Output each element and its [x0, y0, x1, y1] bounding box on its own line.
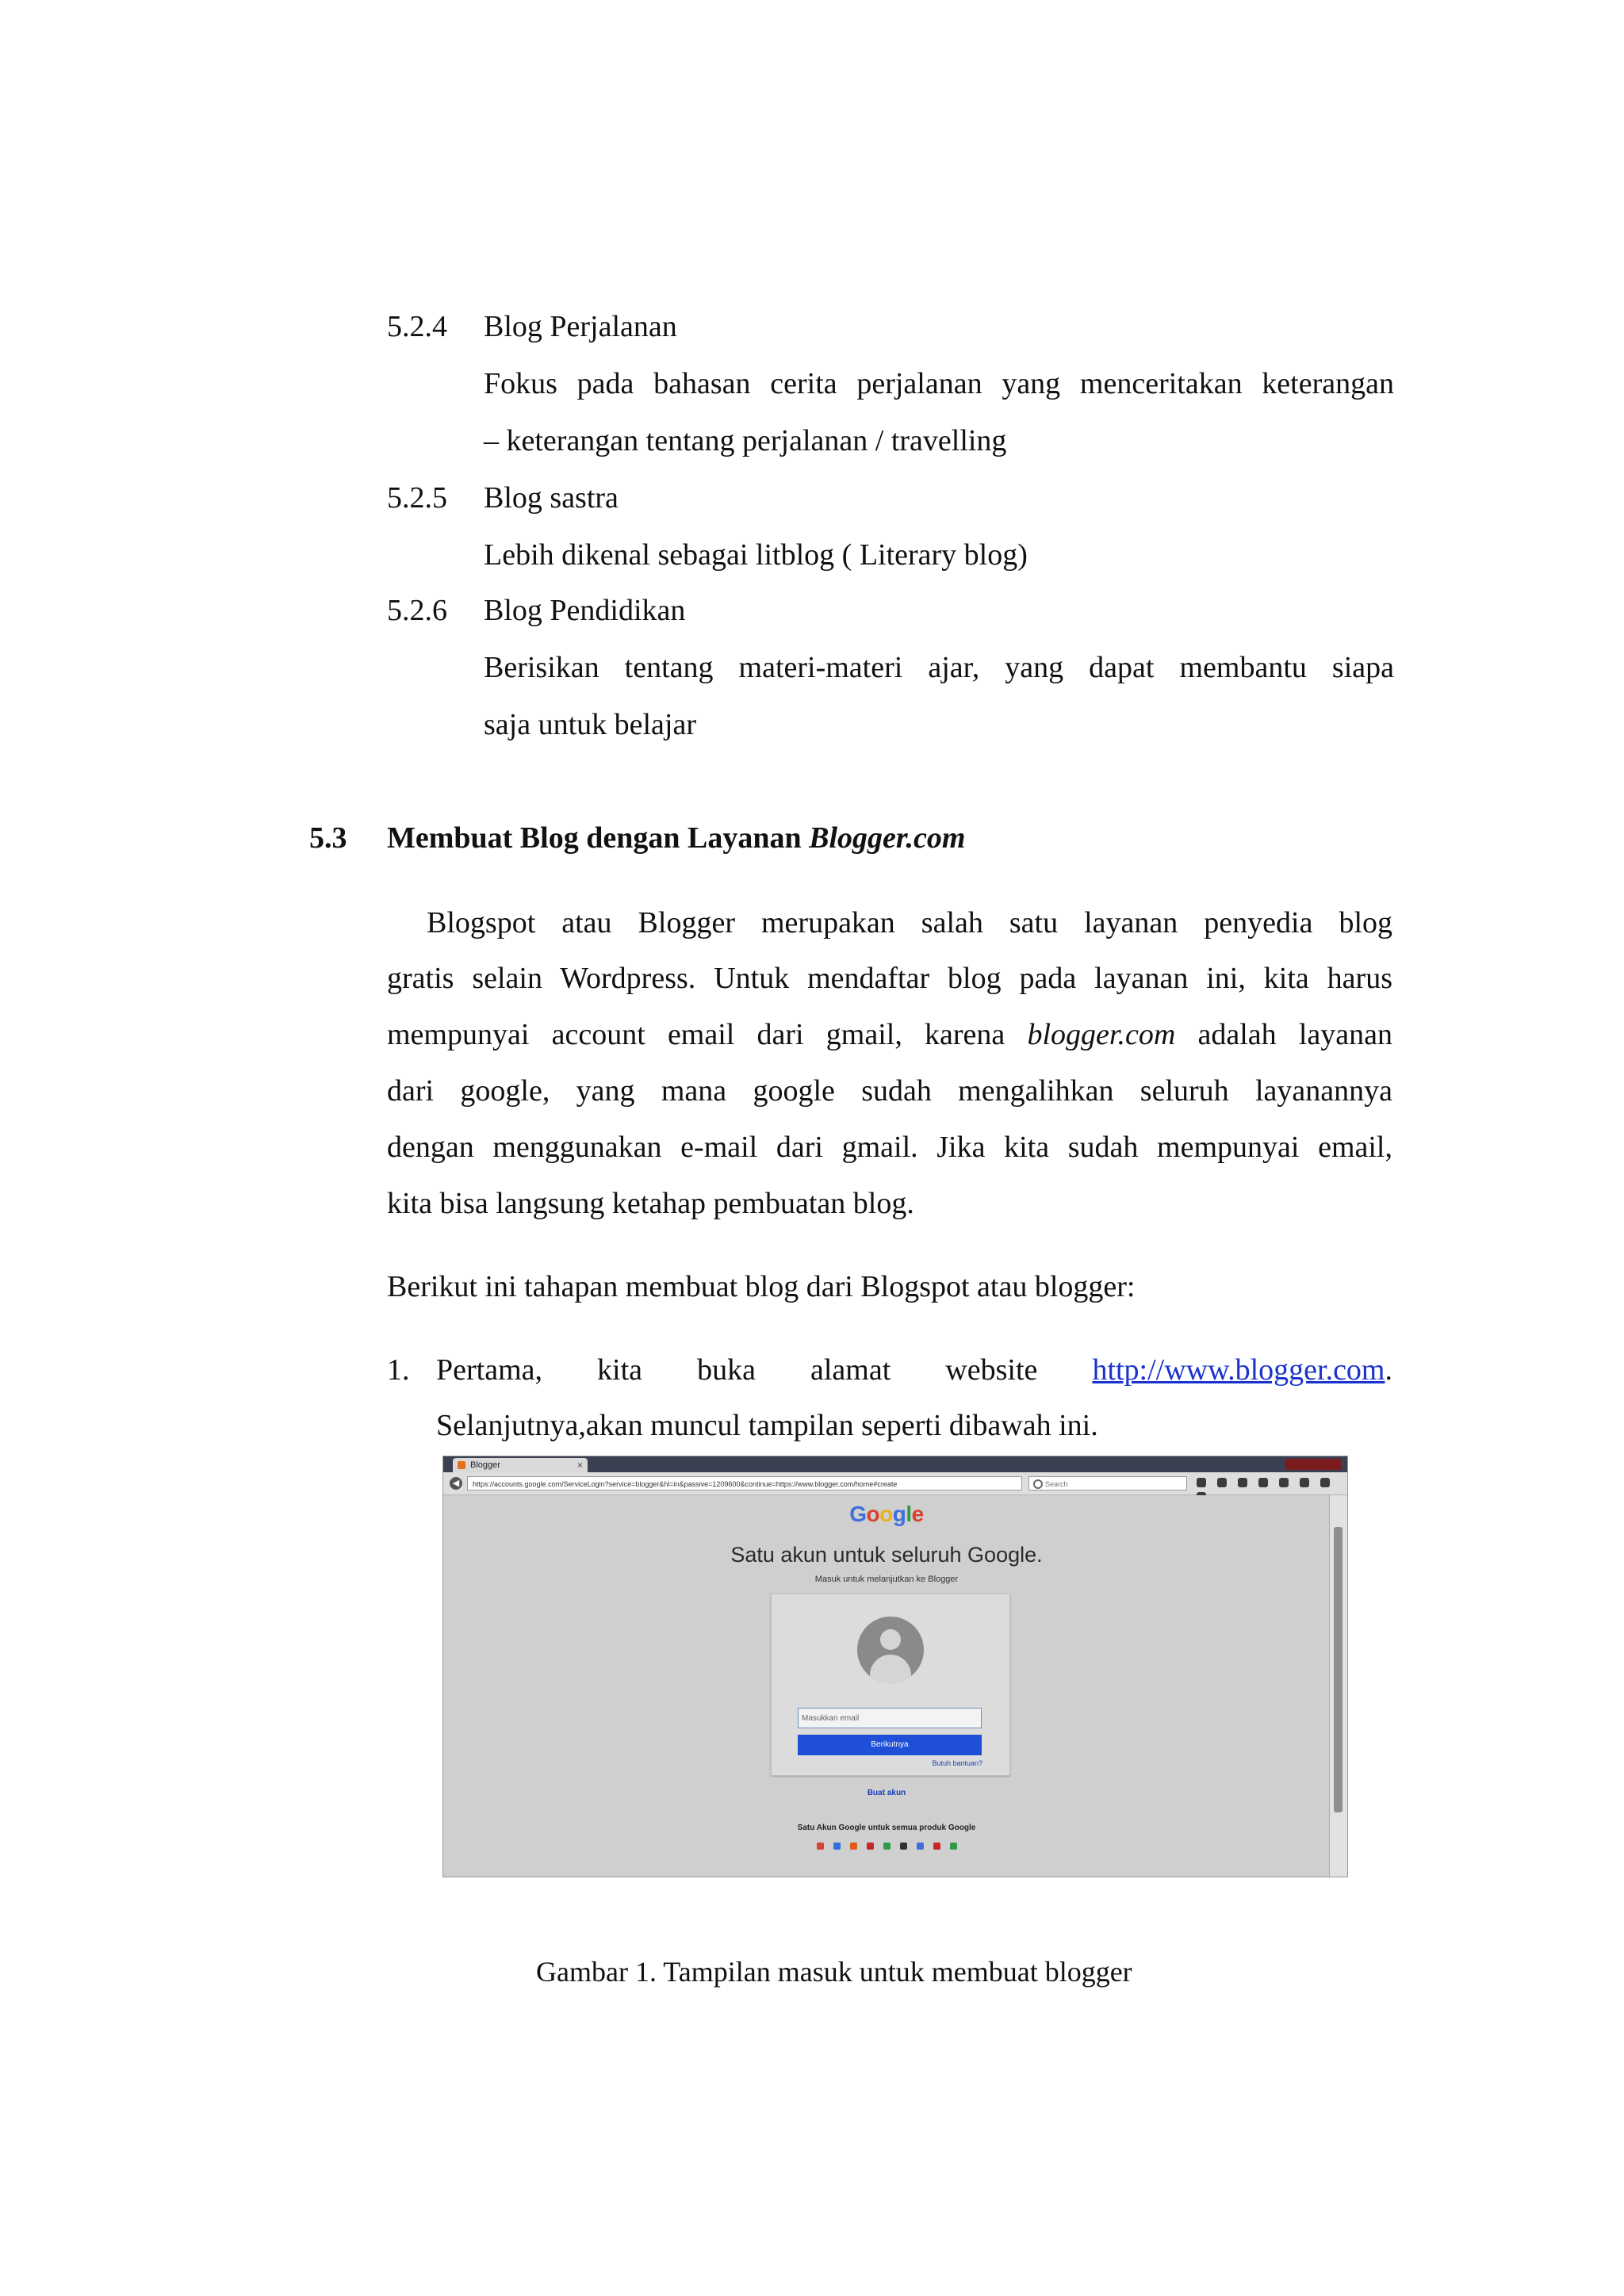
create-account-link: Buat akun [867, 1789, 906, 1797]
paragraph-text: adalah layanan [1175, 1018, 1393, 1051]
paragraph-line [387, 1016, 1392, 1054]
list-marker: 1. [387, 1353, 410, 1387]
all-products-text: Satu Akun Google untuk semua produk Google [797, 1823, 976, 1832]
body-line: Fokus pada bahasan cerita perjalanan yang menceritakan keterangan [484, 367, 1394, 400]
paragraph-text: mempunyai account email dari gmail, karena [387, 1018, 1028, 1051]
product-icon [883, 1843, 891, 1850]
section-title: Blog sastra [484, 481, 619, 515]
signin-subheading: Masuk untuk melanjutkan ke Blogger [814, 1575, 959, 1584]
google-logo-letter: g [892, 1502, 906, 1526]
search-icon [1033, 1479, 1043, 1489]
signin-card [771, 1594, 1010, 1776]
google-logo [443, 1502, 1330, 1527]
body-line: Lebih dikenal sebagai litblog ( Literary blog) [484, 538, 1028, 572]
search-box [1028, 1476, 1187, 1490]
search-placeholder: Search [1045, 1480, 1068, 1488]
list-item [436, 1351, 1392, 1389]
paragraph-line: gratis selain Wordpress. Untuk mendaftar blog pada layanan ini, kita harus [387, 962, 1392, 995]
body-line: – keterangan tentang perjalanan / travelling [484, 424, 1007, 457]
product-icon [867, 1843, 874, 1850]
google-signin-page [443, 1495, 1330, 1877]
paragraph-italic: blogger.com [1027, 1018, 1176, 1051]
section-number: 5.2.5 [387, 481, 447, 515]
tab-title: Blogger [470, 1460, 500, 1470]
product-icon [917, 1843, 924, 1850]
section-title: Blog Pendidikan [484, 594, 686, 627]
list-item-text: . [1385, 1353, 1392, 1387]
product-icon [950, 1843, 957, 1850]
body-line: saja untuk belajar [484, 708, 697, 741]
steps-intro: Berikut ini tahapan membuat blog dari Blogspot atau blogger: [387, 1270, 1136, 1303]
addon-icon [1320, 1478, 1330, 1487]
signin-heading: Satu akun untuk seluruh Google. [730, 1543, 1043, 1567]
product-icons [443, 1839, 1330, 1854]
section-number: 5.2.6 [387, 594, 447, 627]
next-button: Berikutnya [798, 1735, 982, 1755]
help-link: Butuh bantuan? [932, 1759, 982, 1767]
product-icon [833, 1843, 841, 1850]
blogger-link[interactable]: http://www.blogger.com [1092, 1353, 1385, 1387]
window-controls [1285, 1459, 1341, 1470]
paragraph-line: Blogspot atau Blogger merupakan salah satu layanan penyedia blog [427, 906, 1392, 939]
paragraph-line: kita bisa langsung ketahap pembuatan blog. [387, 1187, 914, 1220]
download-icon [1238, 1478, 1247, 1487]
section-heading-text: Membuat Blog dengan Layanan [387, 821, 810, 855]
chat-icon [1300, 1478, 1309, 1487]
paragraph-line: dari google, yang mana google sudah mengalihkan seluruh layanannya [387, 1074, 1392, 1108]
product-icon [900, 1843, 907, 1850]
browser-tabbar [443, 1456, 1347, 1472]
scrollbar [1329, 1495, 1347, 1877]
list-item-text: Pertama, kita buka alamat website [436, 1353, 1093, 1387]
star-icon [1197, 1478, 1206, 1487]
browser-toolbar [443, 1472, 1347, 1495]
section-heading [387, 819, 965, 857]
paragraph-line: dengan menggunakan e-mail dari gmail. Jika kita sudah mempunyai email, [387, 1131, 1392, 1164]
figure-caption: Gambar 1. Tampilan masuk untuk membuat blogger [536, 1956, 1132, 1988]
google-logo-letter: o [879, 1502, 893, 1526]
google-logo-letter: e [911, 1502, 924, 1526]
back-icon: ◀ [450, 1477, 462, 1490]
product-icon [850, 1843, 857, 1850]
home-icon [1258, 1478, 1268, 1487]
section-heading-number: 5.3 [309, 821, 347, 855]
product-icon [817, 1843, 824, 1850]
google-logo-letter: l [906, 1502, 912, 1526]
section-title: Blog Perjalanan [484, 310, 677, 343]
email-field: Masukkan email [798, 1708, 982, 1728]
avatar-icon [857, 1617, 924, 1683]
url-bar: https://accounts.google.com/ServiceLogin?service=blogger&hl=in&passive=1209600&continue=https://www.blogger.com/home#create [467, 1476, 1022, 1490]
product-icon [933, 1843, 940, 1850]
list-item-continuation: Selanjutnya,akan muncul tampilan seperti dibawah ini. [436, 1409, 1098, 1442]
google-logo-letter: o [866, 1502, 880, 1526]
pocket-icon [1279, 1478, 1289, 1487]
reading-list-icon [1217, 1478, 1227, 1487]
section-number: 5.2.4 [387, 310, 447, 343]
section-heading-italic: Blogger.com [809, 821, 966, 855]
blogger-favicon-icon [458, 1461, 465, 1469]
browser-tab [453, 1458, 588, 1472]
close-icon: × [576, 1460, 583, 1471]
body-line: Berisikan tentang materi-materi ajar, yang dapat membantu siapa [484, 651, 1394, 684]
screenshot-figure [442, 1456, 1348, 1877]
google-logo-letter: G [849, 1502, 867, 1526]
